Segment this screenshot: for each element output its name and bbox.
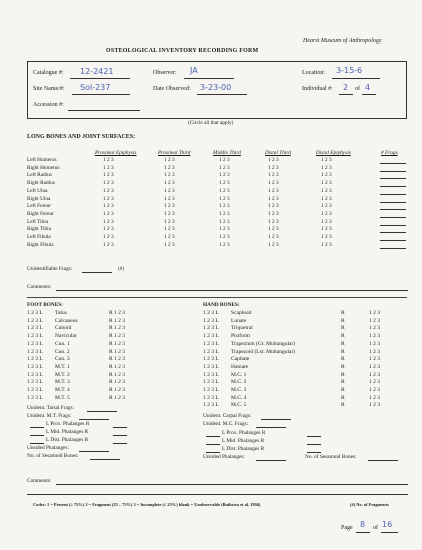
comments-field-1[interactable] [56,290,408,291]
score-option[interactable]: 1 2 3 [164,218,175,225]
hand-bone-row [203,395,393,403]
right-side: R [341,379,345,386]
hand-bone-row [203,341,393,349]
score-option[interactable]: 1 2 3 [268,195,279,202]
score-option[interactable]: 1 2 3 [219,234,230,240]
score-option[interactable]: 1 2 3 [219,172,230,179]
score-option[interactable]: 1 2 3 [164,187,175,194]
bone-name: Lunate [231,317,247,324]
score-option[interactable]: 1 2 3 [164,157,175,163]
right-side: R [341,325,345,332]
comments-field-3[interactable] [27,494,408,495]
bone-name: Pisiform [231,333,250,340]
foot-bone-row [27,356,149,364]
site-label: Site Name/#: [33,86,65,92]
hand-bone-row [203,372,393,380]
right-score[interactable]: 1 2 3 [369,402,380,409]
col-proximal-third: Proximal Third [158,150,191,156]
unident-carpal: Unident. Carpal Frags: [203,413,252,419]
col-proximal-epiphysis: Proximal Epiphysis [95,150,137,156]
right-score[interactable]: 1 2 3 [369,348,380,355]
bone-name: Calcaneus [55,317,78,324]
right-score[interactable]: R 1 2 3 [109,333,126,340]
score-option[interactable]: 1 2 3 [268,234,279,240]
hand-bone-row [203,333,393,341]
bone-name: Cun. 2 [55,348,70,355]
frags-field[interactable] [380,225,406,226]
score-option[interactable]: 1 2 3 [103,210,114,217]
right-side: R [341,363,345,370]
unidentifiable-label: Unidentifiable Frags: [27,266,73,272]
bone-name: M.T. 2 [55,371,70,378]
bone-name: Scaphoid [231,310,252,316]
hand-bones-title: HAND BONES: [203,302,240,308]
right-score[interactable]: R 1 2 3 [109,387,126,394]
right-side: R [341,394,345,401]
score-option[interactable]: 1 2 3 [219,226,230,233]
unident-mt: Unident. M.T. Frags: [27,413,72,419]
left-score[interactable]: 1 2 3 L [27,379,43,386]
right-score[interactable]: R 1 2 3 [109,317,126,324]
bone-name: Triquetral [231,325,253,332]
individual-label: Individual #: [302,86,333,92]
score-option[interactable]: 1 2 3 [164,226,175,233]
individual-of: of [355,86,360,92]
score-option[interactable]: 1 2 3 [268,157,279,163]
left-score[interactable]: 1 2 3 L [27,394,43,401]
score-option[interactable]: 1 2 3 [164,172,175,179]
foot-bone-row [27,333,149,341]
observer-label: Observer: [153,70,177,76]
score-option[interactable]: 1 2 3 [268,218,279,225]
date-value[interactable]: 3-23-00 [200,83,232,92]
foot-bones-table [27,310,149,402]
foot-dist: L Dist. Phalanges R [46,437,89,443]
bone-name: Cuboid [55,325,72,332]
col-distal-epiphysis: Distal Epiphysis [316,150,351,156]
unident-tarsal: Unident. Tarsal Frags: [27,405,75,411]
right-score[interactable]: 1 2 3 [369,394,380,401]
score-option[interactable]: 1 2 3 [219,180,230,187]
hand-bone-row [203,325,393,333]
accession-label: Accession #: [33,102,64,108]
frags-field[interactable] [380,217,406,218]
foot-unsided: Unsided Phalanges: [27,445,69,451]
score-option[interactable]: 1 2 3 [268,180,279,187]
left-score[interactable]: 1 2 3 L [27,340,43,347]
frags-field[interactable] [380,186,406,187]
left-score[interactable]: 1 2 3 L [203,356,219,363]
right-side: R [341,356,345,363]
foot-bone-row [27,387,149,395]
bone-name: M.C. 3 [231,387,247,394]
score-option[interactable]: 1 2 3 [219,157,230,163]
right-score[interactable]: 1 2 3 [369,317,380,324]
right-score[interactable]: 1 2 3 [369,356,380,363]
right-side: R [341,340,345,347]
hand-bone-row [203,364,393,372]
bone-name: Talus [55,310,67,316]
col-frags: # Frags [381,150,398,156]
col-middle-third: Middle Third [213,150,241,156]
individual-total[interactable]: 4 [365,83,371,92]
foot-bone-row [27,341,149,349]
right-side: R [341,387,345,394]
right-score[interactable]: 1 2 3 [369,363,380,370]
right-score[interactable]: 1 2 3 [369,333,380,340]
hand-bones-table [203,310,393,410]
date-label: Date Observed: [153,86,191,92]
score-option[interactable]: 1 2 3 [268,187,279,194]
score-option[interactable]: 1 2 3 [219,241,230,248]
right-side: R [341,310,345,316]
right-score[interactable]: 1 2 3 [369,310,380,316]
long-bone-label: Right Humerus [27,164,60,171]
unidentifiable-hash: (#) [118,266,125,272]
score-option[interactable]: 1 2 3 [103,172,114,179]
score-option[interactable]: 1 2 3 [103,218,114,225]
bone-name: Cun. 3 [55,356,70,363]
long-bone-label: Left Radius [27,172,52,179]
foot-bone-row [27,395,149,403]
long-bone-label: Left Tibia [27,218,49,225]
score-option[interactable]: 1 2 3 [164,164,175,171]
hand-prox: L Prox. Phalanges R [222,430,266,436]
hand-bone-row [203,379,393,387]
long-bone-label: Right Tibia [27,226,51,233]
left-score[interactable]: 1 2 3 L [203,394,219,401]
hand-bone-row [203,349,393,357]
score-option[interactable]: 1 2 3 [268,241,279,248]
observer-value[interactable]: JA [190,66,198,75]
score-option[interactable]: 1 2 3 [103,164,114,171]
score-option[interactable]: 1 2 3 [321,234,332,240]
right-score[interactable]: 1 2 3 [369,371,380,378]
score-option[interactable]: 1 2 3 [103,157,114,163]
foot-prox: L Prox. Phalanges R [46,421,90,427]
frags-field[interactable] [380,248,406,249]
score-option[interactable]: 1 2 3 [321,195,332,202]
frags-field[interactable] [380,163,406,164]
long-bone-label: Right Ulna [27,195,51,202]
score-option[interactable]: 1 2 3 [321,203,332,210]
right-score[interactable]: R 1 2 3 [109,340,126,347]
individual-value[interactable]: 2 [343,83,349,92]
score-option[interactable]: 1 2 3 [103,195,114,202]
right-score[interactable]: 1 2 3 [369,379,380,386]
circle-note: (Circle all that apply) [188,120,234,126]
bone-name: Trapezoid (Lsr. Multangular) [231,348,296,355]
frags-field[interactable] [380,232,406,233]
bone-name: Capitate [231,356,250,363]
score-option[interactable]: 1 2 3 [164,180,175,187]
bone-name: M.T. 3 [55,379,70,386]
score-option[interactable]: 1 2 3 [321,172,332,179]
score-option[interactable]: 1 2 3 [164,234,175,240]
page-of: of [373,525,378,531]
right-score[interactable]: R 1 2 3 [109,356,126,363]
foot-bone-row [27,318,149,326]
right-side: R [341,402,345,409]
long-bone-label: Left Humerus [27,157,57,163]
score-option[interactable]: 1 2 3 [321,157,332,163]
left-score[interactable]: 1 2 3 L [203,325,219,332]
left-score[interactable]: 1 2 3 L [203,371,219,378]
bone-name: M.T. 1 [55,363,70,370]
hand-bone-row [203,356,393,364]
frags-field[interactable] [380,240,406,241]
comments-label-1: Comments: [27,284,52,290]
left-score[interactable]: 1 2 3 L [27,348,43,355]
foot-bone-row [27,364,149,372]
bone-name: M.C. 1 [231,371,247,378]
score-option[interactable]: 1 2 3 [268,203,279,210]
left-score[interactable]: 1 2 3 L [203,379,219,386]
hand-bone-row [203,310,393,318]
score-option[interactable]: 1 2 3 [268,164,279,171]
score-option[interactable]: 1 2 3 [164,195,175,202]
left-score[interactable]: 1 2 3 L [203,387,219,394]
codes-legend: Codes: 1 = Present (≥ 75%) 2 = Fragment (25 – 75%) 3 = Incomplete (≤ 25%) blank = Unobservable (Buikstra et al. 1994) [33,502,261,507]
score-option[interactable]: 1 2 3 [219,195,230,202]
right-score[interactable]: R 1 2 3 [109,394,126,401]
museum-name: Hearst Museum of Anthropology [303,38,382,44]
left-score[interactable]: 1 2 3 L [27,363,43,370]
page-label: Page [341,525,353,531]
score-option[interactable]: 1 2 3 [103,180,114,187]
right-score[interactable]: R 1 2 3 [109,379,126,386]
left-score[interactable]: 1 2 3 L [27,356,43,363]
score-option[interactable]: 1 2 3 [103,203,114,210]
long-bone-label: Right Fibula [27,241,54,248]
score-option[interactable]: 1 2 3 [219,210,230,217]
right-side: R [341,317,345,324]
site-value[interactable]: Sol-237 [80,83,111,92]
left-score[interactable]: 1 2 3 L [203,333,219,340]
bone-name: Trapezium (Gr. Multangular) [231,340,296,347]
bone-name: M.T. 4 [55,387,70,394]
left-score[interactable]: 1 2 3 L [203,310,219,316]
score-option[interactable]: 1 2 3 [321,164,332,171]
score-option[interactable]: 1 2 3 [164,203,175,210]
foot-bone-row [27,379,149,387]
frags-field[interactable] [380,194,406,195]
hand-sesamoid: No. of Sesamoid Bones: [305,454,357,460]
right-side: R [341,371,345,378]
left-score[interactable]: 1 2 3 L [27,333,43,340]
frags-field[interactable] [380,178,406,179]
foot-bone-row [27,349,149,357]
fragments-note: (#) No. of Fragments [350,502,389,507]
frags-field[interactable] [380,171,406,172]
right-side: R [341,333,345,340]
unident-mc: Unident. M.C. Frags: [203,421,249,427]
hand-bone-row [203,387,393,395]
hand-bone-row [203,318,393,326]
score-option[interactable]: 1 2 3 [268,172,279,179]
page-value: 8 [360,520,366,529]
hand-unsided: Unsided Phalanges: [203,454,245,460]
right-score[interactable]: 1 2 3 [369,340,380,347]
long-bone-label: Right Radius [27,180,55,187]
left-score[interactable]: 1 2 3 L [27,371,43,378]
left-score[interactable]: 1 2 3 L [203,340,219,347]
long-bones-title: LONG BONES AND JOINT SURFACES: [27,134,136,140]
hand-mid: L Mid. Phalanges R [222,438,265,444]
bone-name: M.C. 2 [231,379,247,386]
catalogue-value[interactable]: 12-2421 [80,67,114,76]
bone-name: M.T. 5 [55,394,70,401]
score-option[interactable]: 1 2 3 [103,234,114,240]
bone-name: Hamate [231,363,249,370]
right-score[interactable]: R 1 2 3 [109,371,126,378]
bone-name: M.C. 5 [231,402,247,409]
accession-field[interactable] [68,110,140,111]
bone-name: Cun. 1 [55,340,70,347]
score-option[interactable]: 1 2 3 [268,210,279,217]
location-value[interactable]: 3-15-6 [336,66,363,75]
foot-bone-row [27,372,149,380]
right-score[interactable]: R 1 2 3 [109,363,126,370]
bone-name: Navicular [55,333,77,340]
score-option[interactable]: 1 2 3 [219,203,230,210]
score-option[interactable]: 1 2 3 [321,187,332,194]
page-total: 16 [382,520,393,529]
left-score[interactable]: 1 2 3 L [27,317,43,324]
long-bone-label: Right Femur [27,210,54,217]
col-distal-third: Distal Third [265,150,291,156]
score-option[interactable]: 1 2 3 [321,218,332,225]
score-option[interactable]: 1 2 3 [103,187,114,194]
score-option[interactable]: 1 2 3 [321,226,332,233]
long-bone-label: Left Fibula [27,234,51,240]
score-option[interactable]: 1 2 3 [164,241,175,248]
score-option[interactable]: 1 2 3 [321,241,332,248]
score-option[interactable]: 1 2 3 [321,180,332,187]
score-option[interactable]: 1 2 3 [219,187,230,194]
score-option[interactable]: 1 2 3 [164,210,175,217]
right-score[interactable]: R 1 2 3 [109,310,126,316]
comments-field-2[interactable] [56,484,408,485]
score-option[interactable]: 1 2 3 [103,241,114,248]
form-title: OSTEOLOGICAL INVENTORY RECORDING FORM [106,48,259,54]
foot-bones-title: FOOT BONES: [27,302,63,308]
long-bone-label: Left Femur [27,203,51,210]
frags-field[interactable] [380,209,406,210]
left-score[interactable]: 1 2 3 L [203,317,219,324]
foot-bone-row [27,310,149,318]
hand-dist: L Dist. Phalanges R [222,446,265,452]
score-option[interactable]: 1 2 3 [321,210,332,217]
right-side: R [341,348,345,355]
catalogue-label: Catalogue #: [33,70,64,76]
frags-field[interactable] [380,202,406,203]
score-option[interactable]: 1 2 3 [103,226,114,233]
foot-sesamoid: No. of Sesamoid Bones: [27,453,79,459]
comments-label-2: Comments: [27,478,52,484]
right-score[interactable]: 1 2 3 [369,325,380,332]
right-score[interactable]: R 1 2 3 [109,325,126,332]
foot-mid: L Mid. Phalanges R [46,429,89,435]
score-option[interactable]: 1 2 3 [268,226,279,233]
left-score[interactable]: 1 2 3 L [203,402,219,409]
long-bone-label: Left Ulna [27,187,48,194]
location-label: Location: [302,70,325,76]
right-score[interactable]: 1 2 3 [369,387,380,394]
left-score[interactable]: 1 2 3 L [203,348,219,355]
left-score[interactable]: 1 2 3 L [27,325,43,332]
bone-name: M.C. 4 [231,394,247,401]
left-score[interactable]: 1 2 3 L [27,310,43,316]
foot-bone-row [27,325,149,333]
left-score[interactable]: 1 2 3 L [203,363,219,370]
right-score[interactable]: R 1 2 3 [109,348,126,355]
left-score[interactable]: 1 2 3 L [27,387,43,394]
score-option[interactable]: 1 2 3 [219,218,230,225]
hand-bone-row [203,402,393,410]
score-option[interactable]: 1 2 3 [219,164,230,171]
